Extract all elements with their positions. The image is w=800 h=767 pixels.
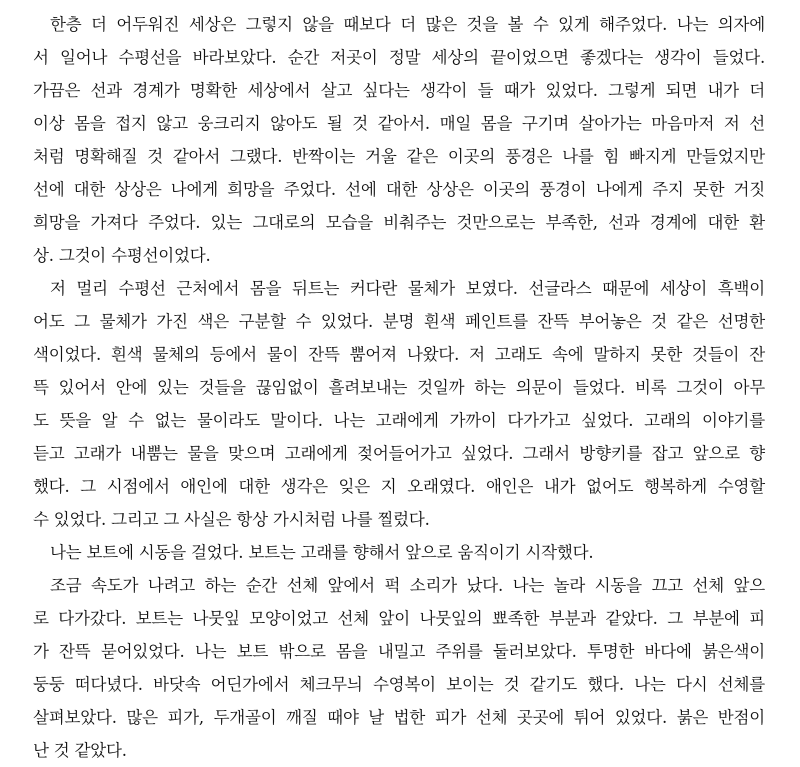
document-page	[33, 8, 765, 767]
text-line: 어도 그 물체가 가진 색은 구분할 수 있었다. 분명 흰색 페인트를 잔뜩 부어놓은 것 같은 선명한	[33, 312, 765, 331]
text-line: 색이었다. 흰색 물체의 등에서 물이 잔뜩 뿜어져 나왔다. 저 고래도 속에 말하지 못한 것들이 잔	[33, 345, 765, 364]
text-line: 가끔은 선과 경계가 명확한 세상에서 살고 싶다는 생각이 들 때가 있었다. 그렇게 되면 내가 더	[33, 81, 765, 100]
text-line: 했다. 그 시점에서 애인에 대한 생각은 잊은 지 오래였다. 애인은 내가 없어도 행복하게 수영할	[33, 477, 765, 496]
text-line: 서 일어나 수평선을 바라보았다. 순간 저곳이 정말 세상의 끝이었으면 좋겠다는 생각이 들었다.	[33, 48, 765, 67]
text-line: 이상 몸을 접지 않고 웅크리지 않아도 될 것 같아서. 매일 몸을 구기며 살아가는 마음마저 저 선	[33, 114, 765, 133]
text-line: 듣고 고래가 내뿜는 물을 맞으며 고래에게 젖어들어가고 싶었다. 그래서 방향키를 잡고 앞으로 향	[33, 444, 765, 463]
text-line: 가 잔뜩 묻어있었다. 나는 보트 밖으로 몸을 내밀고 주위를 둘러보았다. 투명한 바다에 붉은색이	[33, 642, 765, 661]
text-line: 둥둥 떠다녔다. 바닷속 어딘가에서 체크무늬 수영복이 보이는 것 같기도 했다. 나는 다시 선체를	[33, 675, 765, 694]
text-line: 선에 대한 상상은 나에게 희망을 주었다. 선에 대한 상상은 이곳의 풍경이 나에게 주지 못한 거짓	[33, 180, 765, 199]
text-line: 살펴보았다. 많은 피가, 두개골이 깨질 때야 날 법한 피가 선체 곳곳에 튀어 있었다. 붉은 반점이	[33, 708, 765, 727]
paragraph-1	[33, 8, 765, 272]
text-line: 조금 속도가 나려고 하는 순간 선체 앞에서 퍽 소리가 났다. 나는 놀라 시동을 끄고 선체 앞으	[50, 576, 765, 595]
text-line: 희망을 가져다 주었다. 있는 그대로의 모습을 비춰주는 것만으로는 부족한, 선과 경계에 대한 환	[33, 213, 765, 232]
text-line: 수 있었다. 그리고 그 사실은 항상 가시처럼 나를 찔렀다.	[33, 510, 430, 529]
text-line: 상. 그것이 수평선이었다.	[33, 246, 211, 265]
text-line: 처럼 명확해질 것 같아서 그랬다. 반짝이는 거울 같은 이곳의 풍경은 나를 힘 빠지게 만들었지만	[33, 147, 765, 166]
text-line: 로 다가갔다. 보트는 나뭇잎 모양이었고 선체 앞이 나뭇잎의 뾰족한 부분과 같았다. 그 부분에 피	[33, 609, 765, 628]
paragraph-2	[33, 272, 765, 536]
text-line: 한층 더 어두워진 세상은 그렇지 않을 때보다 더 많은 것을 볼 수 있게 해주었다. 나는 의자에	[50, 15, 765, 34]
paragraph-3	[33, 536, 765, 569]
text-line: 저 멀리 수평선 근처에서 몸을 뒤트는 커다란 물체가 보였다. 선글라스 때문에 세상이 흑백이	[50, 279, 765, 298]
text-line: 도 뜻을 알 수 없는 물이라도 말이다. 나는 고래에게 가까이 다가가고 싶었다. 고래의 이야기를	[33, 411, 765, 430]
text-line: 나는 보트에 시동을 걸었다. 보트는 고래를 향해서 앞으로 움직이기 시작했다.	[50, 543, 594, 562]
text-line: 뜩 있어서 안에 있는 것들을 끊임없이 흘려보내는 것일까 하는 의문이 들었다. 비록 그것이 아무	[33, 378, 765, 397]
paragraph-4	[33, 569, 765, 767]
text-line: 난 것 같았다.	[33, 741, 127, 760]
